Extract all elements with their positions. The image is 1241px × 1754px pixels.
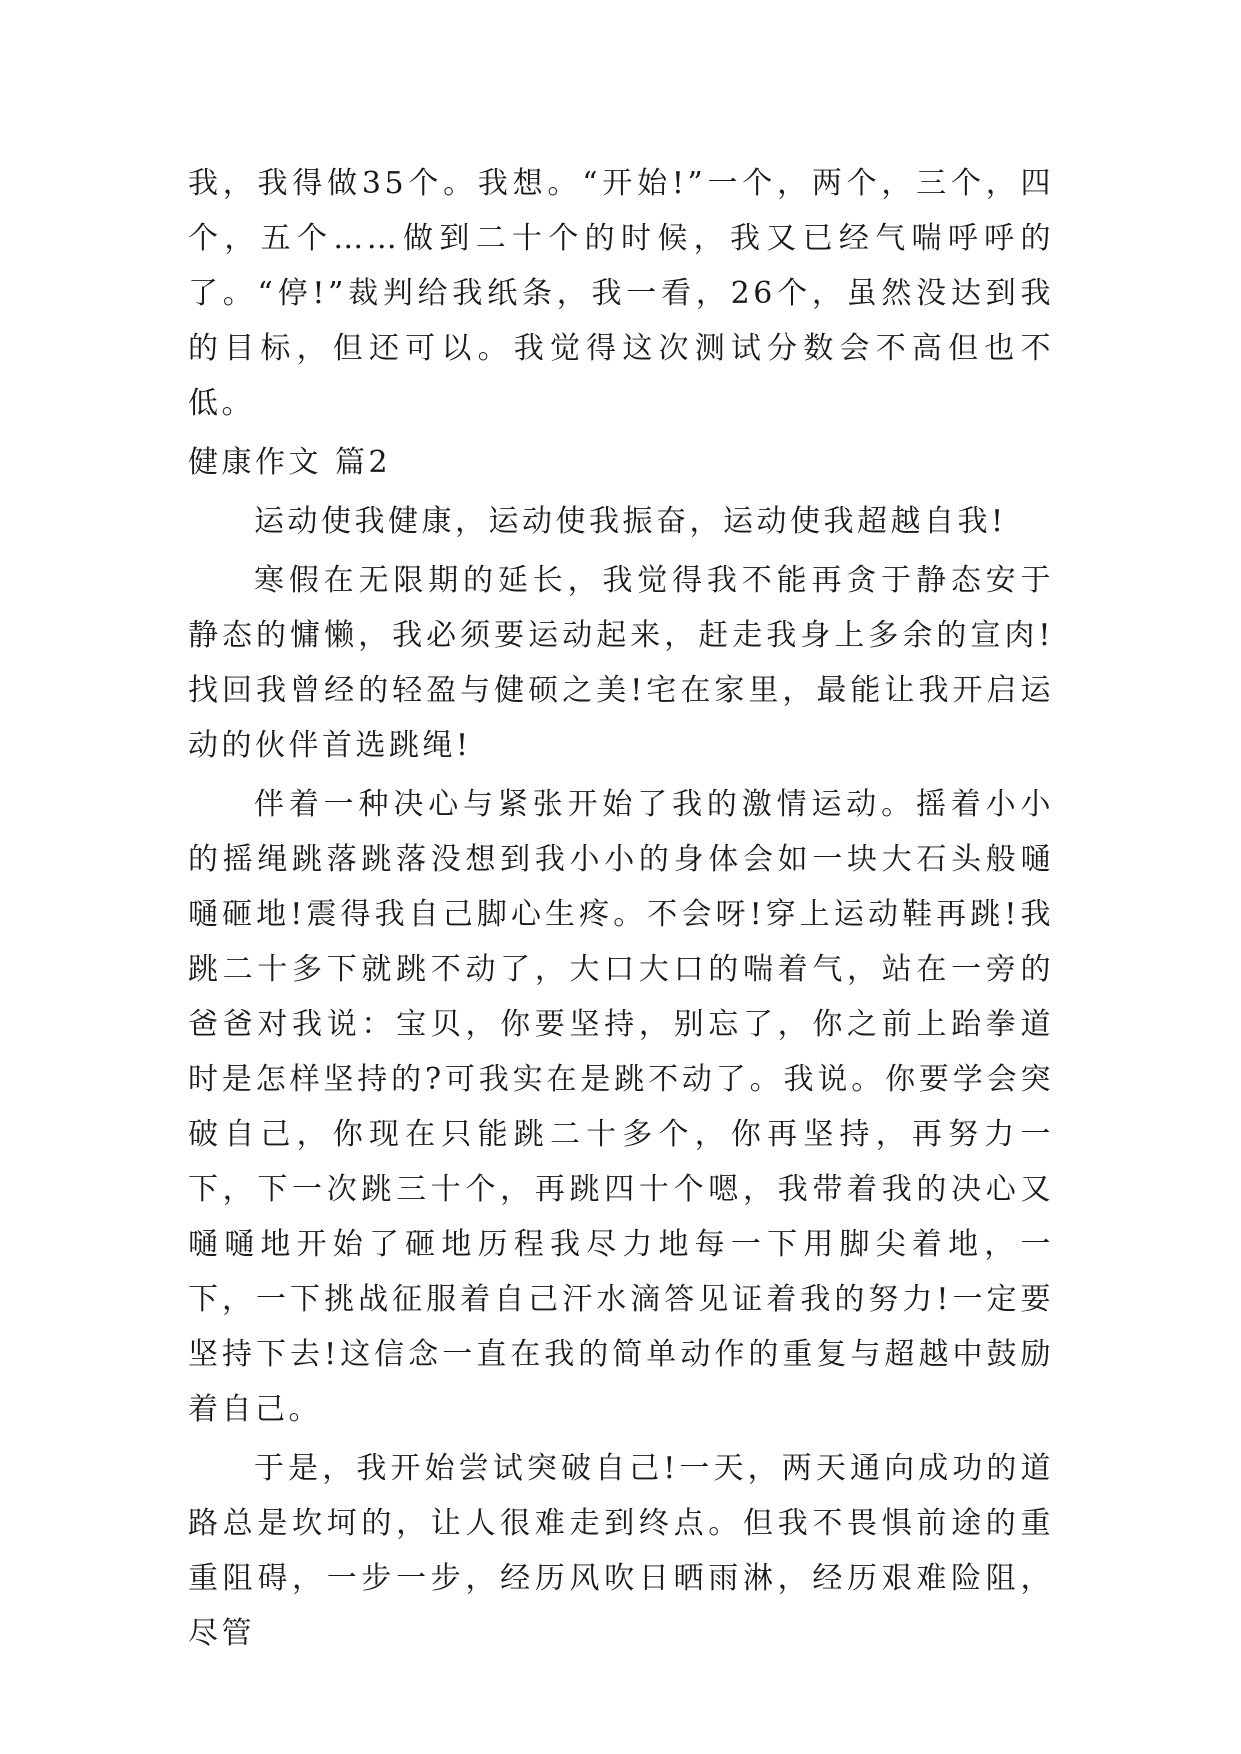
paragraph: 寒假在无限期的延长，我觉得我不能再贪于静态安于静态的慵懒，我必须要运动起来，赶走我身上多余的宣肉!找回我曾经的轻盈与健硕之美!宅在家里，最能让我开启运动的伙伴首选跳绳! [188, 563, 1054, 763]
paragraph: 于是，我开始尝试突破自己!一天，两天通向成功的道路总是坎坷的，让人很难走到终点。但我不畏惧前途的重重阻碍，一步一步，经历风吹日晒雨淋，经历艰难险阻，尽管 [188, 1451, 1054, 1651]
paragraph: 运动使我健康，运动使我振奋，运动使我超越自我! [254, 504, 1007, 539]
section-heading: 健康作文 篇2 [188, 445, 392, 480]
document-body [188, 156, 1054, 1665]
paragraph: 伴着一种决心与紧张开始了我的激情运动。摇着小小的摇绳跳落跳落没想到我小小的身体会如一块大石头般嗵嗵砸地!震得我自己脚心生疼。不会呀!穿上运动鞋再跳!我跳二十多下就跳不动了，大口大口的喘着气，站在一旁的爸爸对我说：宝贝，你要坚持，别忘了，你之前上跆拳道时是怎样坚持的?可我实在是跳不动了。我说。你要学会突破自己，你现在只能跳二十多个，你再坚持，再努力一下，下一次跳三十个，再跳四十个嗯，我带着我的决心又嗵嗵地开始了砸地历程我尽力地每一下用脚尖着地，一下，一下挑战征服着自己汗水滴答见证着我的努力!一定要坚持下去!这信念一直在我的简单动作的重复与超越中鼓励着自己。 [188, 787, 1054, 1427]
paragraph-continued: 我，我得做35个。我想。“开始!”一个，两个，三个，四个，五个……做到二十个的时候，我又已经气喘呼呼的了。“停!”裁判给我纸条，我一看，26个，虽然没达到我的目标，但还可以。我觉得这次测试分数会不高但也不低。 [188, 166, 1054, 421]
